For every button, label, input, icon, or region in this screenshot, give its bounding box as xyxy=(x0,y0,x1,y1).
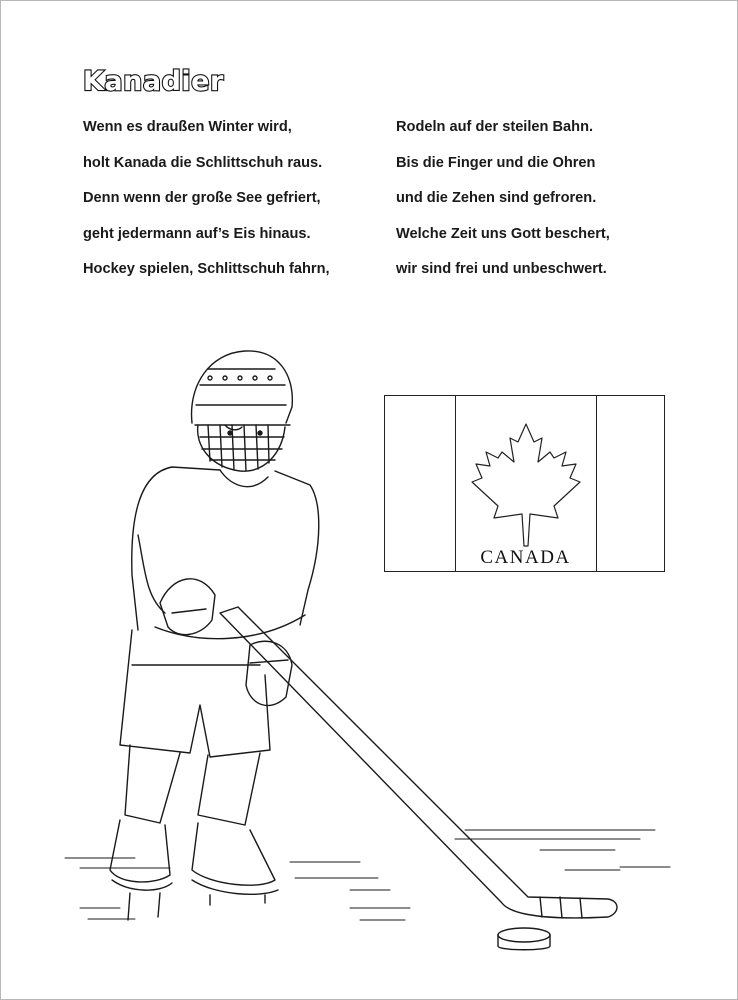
shorts xyxy=(120,630,270,757)
page-title: Kanadier xyxy=(83,66,224,97)
poem-line: und die Zehen sind gefroren. xyxy=(396,190,597,206)
hockey-puck-icon xyxy=(498,928,550,950)
poem-line: Welche Zeit uns Gott beschert, xyxy=(396,225,610,242)
poem-column-left xyxy=(83,117,330,295)
hockey-stick-icon xyxy=(220,607,617,918)
poem-line: wir sind frei und unbeschwert. xyxy=(396,261,607,277)
poem-line: holt Kanada die Schlittschuh raus. xyxy=(83,154,323,171)
poem-line: Denn wenn der große See gefriert, xyxy=(83,190,321,206)
helmet xyxy=(192,351,293,425)
ice-lines xyxy=(65,830,670,920)
hockey-player-icon xyxy=(60,345,680,965)
face-cage xyxy=(198,425,285,471)
poem-line: Hockey spielen, Schlittschuh fahrn, xyxy=(83,261,330,277)
legs-skates xyxy=(110,745,278,920)
poem-line: Rodeln auf der steilen Bahn. xyxy=(396,119,594,135)
poem-line: Bis die Finger und die Ohren xyxy=(396,154,596,171)
poem-column-right xyxy=(396,117,610,295)
jersey xyxy=(132,467,319,639)
poem-line: Wenn es draußen Winter wird, xyxy=(83,119,292,135)
flag-label: CANADA xyxy=(480,547,571,568)
poem-line: geht jedermann auf’s Eis hinaus. xyxy=(83,225,311,242)
